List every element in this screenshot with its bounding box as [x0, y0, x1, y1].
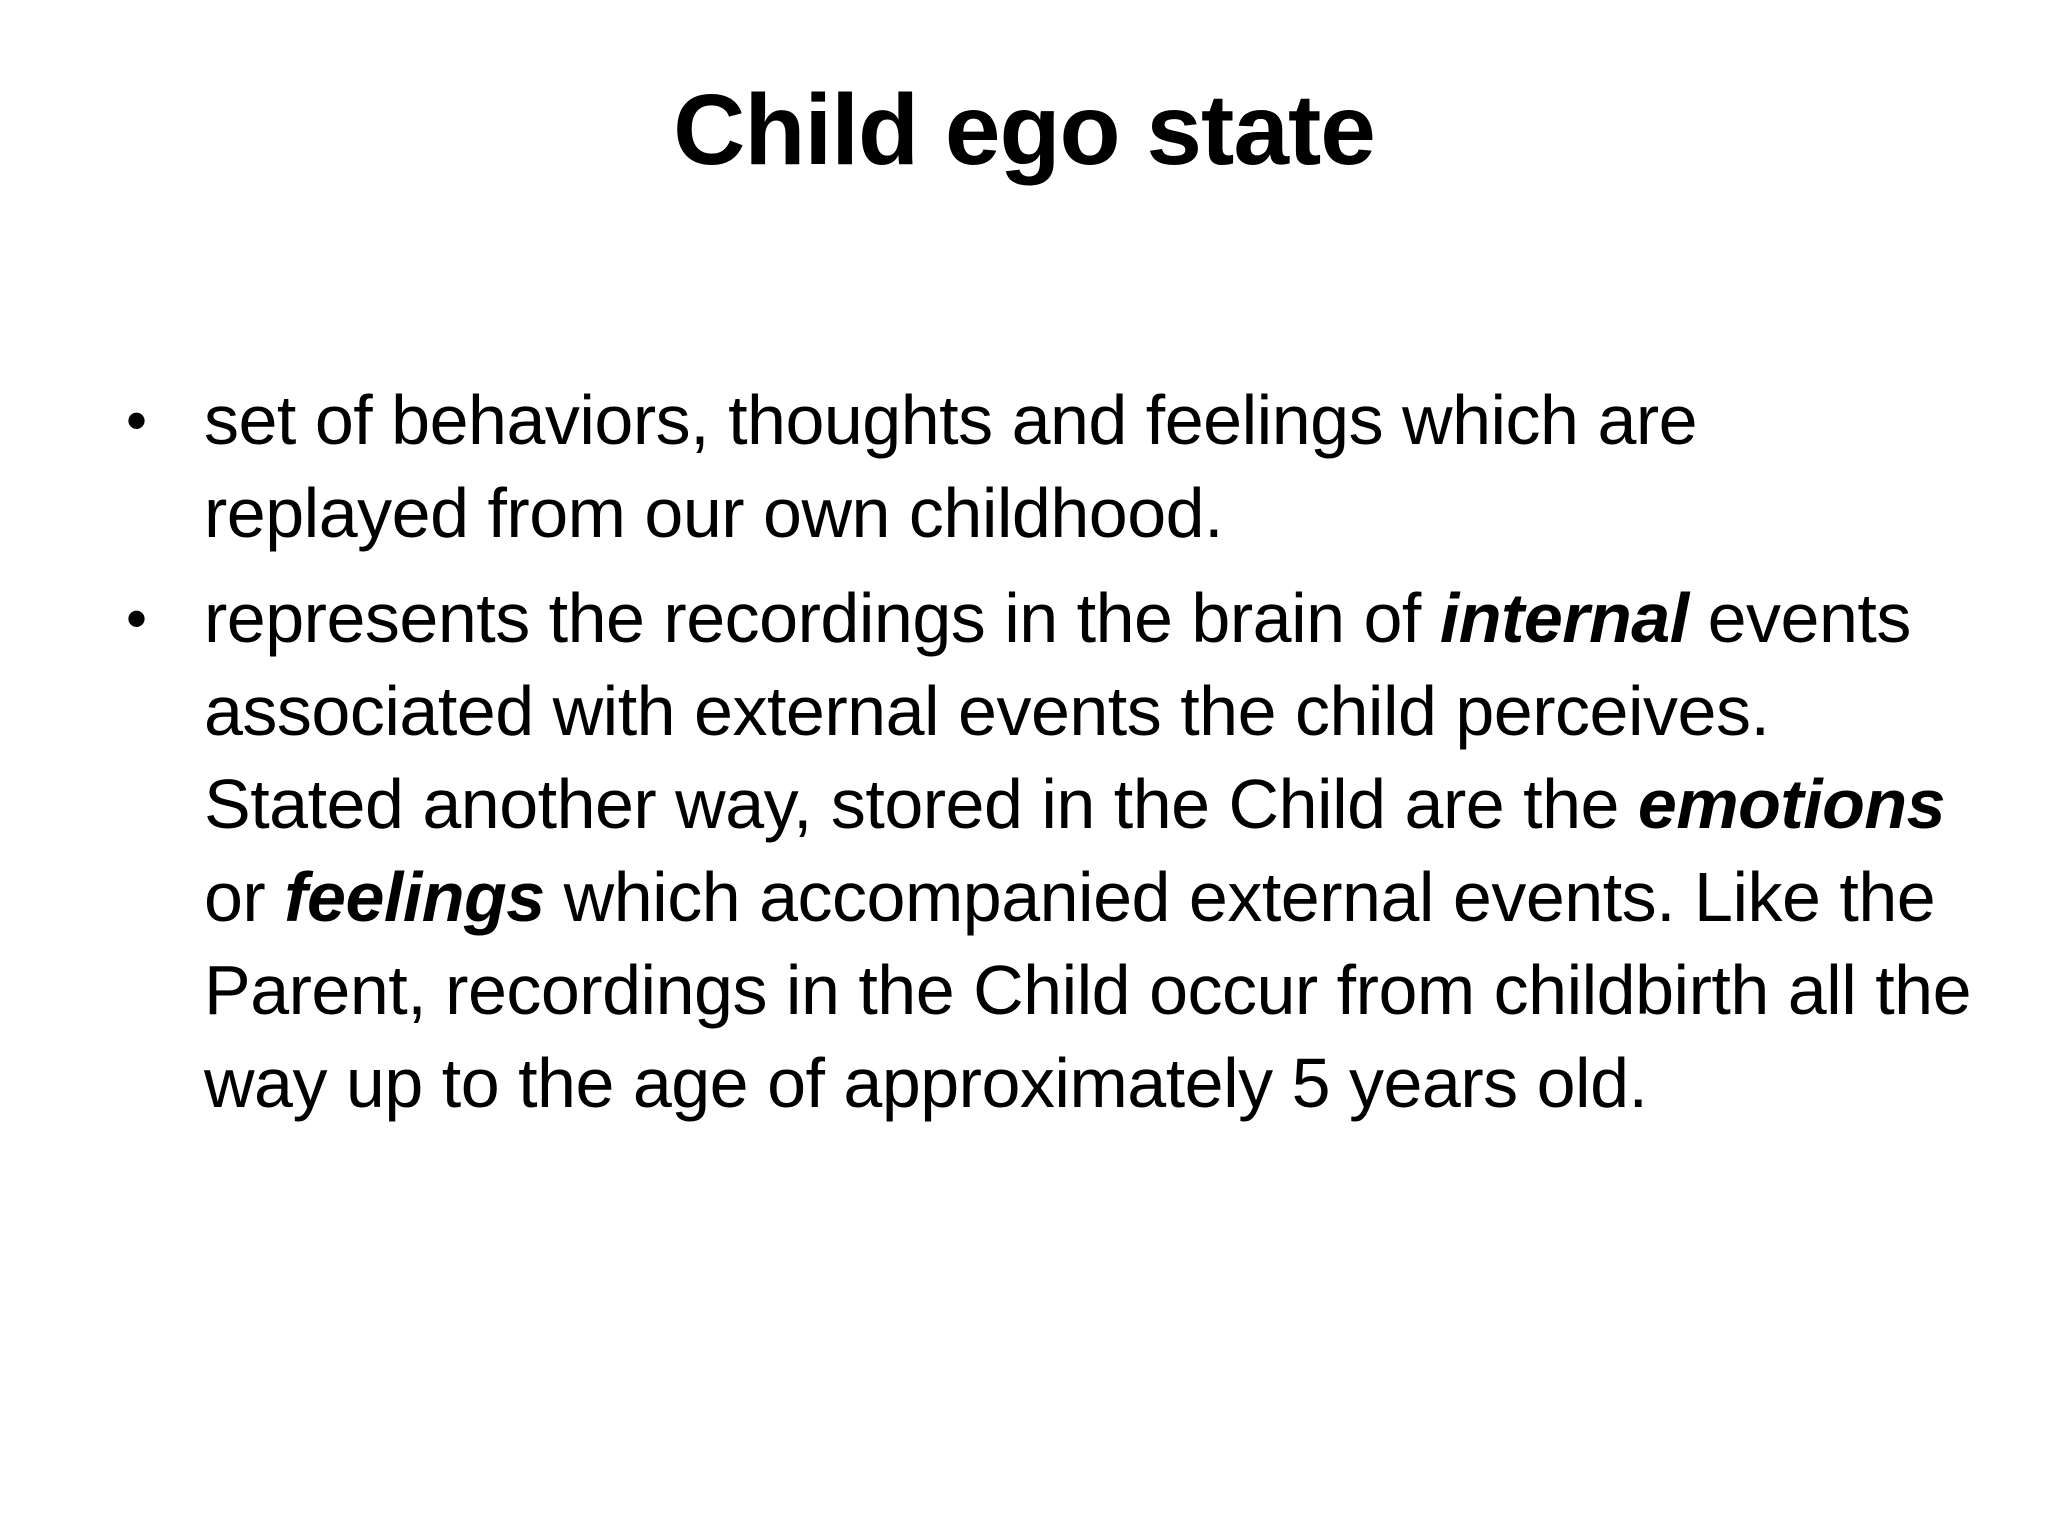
bullet-list	[116, 374, 1976, 1142]
bullet-2-emphasis-feelings: feelings	[284, 858, 545, 936]
bullet-item-2	[116, 572, 1976, 1130]
bullet-2-emphasis-internal: internal	[1439, 579, 1689, 657]
bullet-icon: •	[126, 387, 147, 454]
bullet-1-text: set of behaviors, thoughts and feelings which are replayed from our own childhood.	[204, 381, 1698, 552]
bullet-2-text-part-2: events associated with external events the child perceives. Stated another way, stored in the Child are the	[204, 579, 1911, 843]
bullet-2-text-part-1: represents the recordings in the brain of	[204, 579, 1440, 657]
bullet-2-text-part-3: or	[204, 858, 285, 936]
slide-title: Child ego state	[673, 74, 1375, 186]
bullet-icon: •	[126, 585, 147, 652]
bullet-2-text-part-4: which accompanied external events. Like the Parent, recordings in the Child occur from childbirth all the way up to the age of approximately 5 years old.	[204, 858, 1972, 1122]
bullet-item-1	[116, 374, 1976, 560]
bullet-2-emphasis-emotions: emotions	[1637, 765, 1946, 843]
